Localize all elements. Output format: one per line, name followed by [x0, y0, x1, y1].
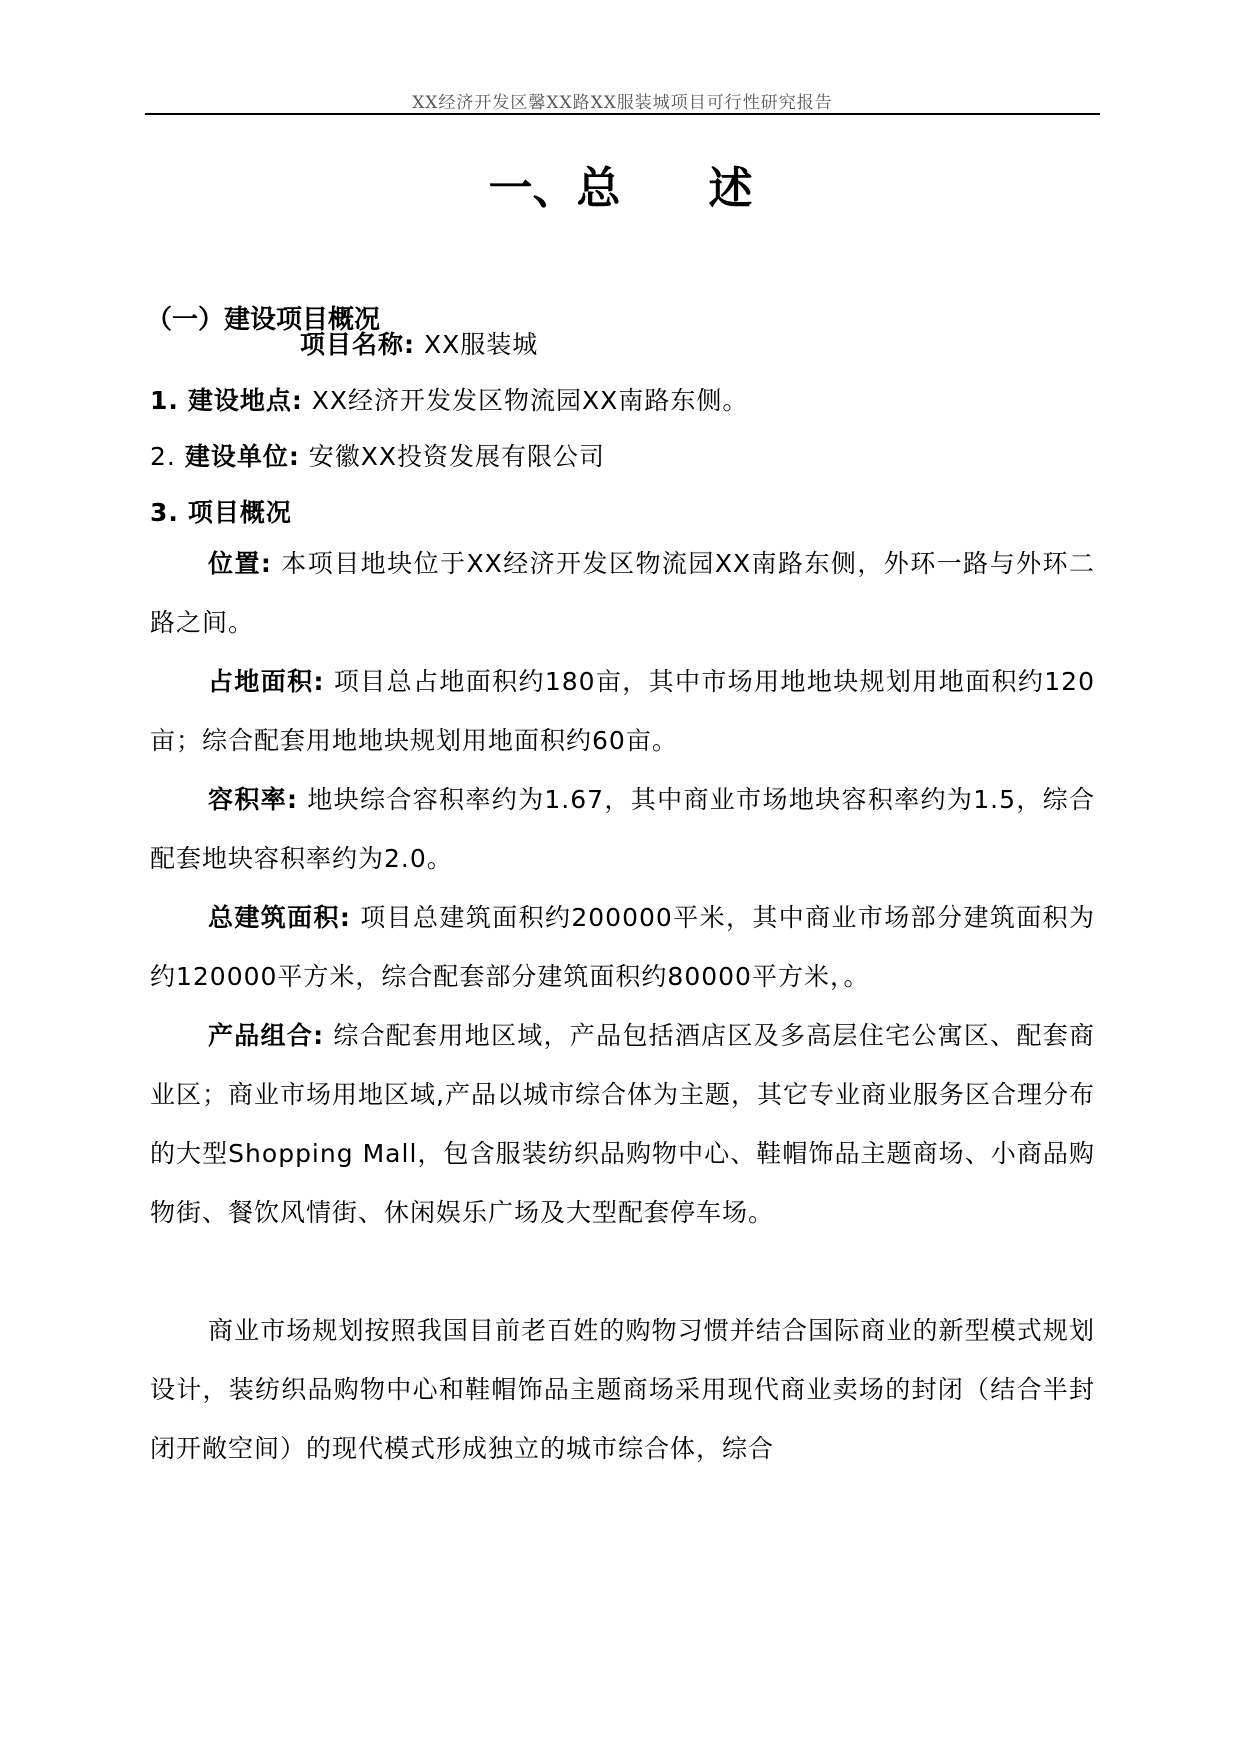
- item-3-number: 3.: [150, 498, 179, 527]
- paragraph-land-area-text: 项目总占地面积约180亩，其中市场用地地块规划用地面积约120亩；综合配套用地地块规划用地面积约60亩。: [150, 667, 1095, 755]
- item-2-label: 建设单位:: [184, 442, 300, 471]
- project-name-value: XX服装城: [415, 330, 539, 359]
- paragraph-floor-area-text: 项目总建筑面积约200000平米，其中商业市场部分建筑面积为约120000平方米，综合配套部分建筑面积约80000平方米，。: [150, 903, 1095, 991]
- paragraph-market-planning: [150, 1301, 1095, 1478]
- item-2-value: 安徽XX投资发展有限公司: [299, 442, 606, 471]
- paragraph-floor-area: [150, 888, 1095, 1006]
- project-name-line: [300, 325, 538, 361]
- project-name-label: 项目名称:: [300, 330, 415, 359]
- chapter-title: 一、总 述: [488, 163, 753, 214]
- item-2-number: 2.: [150, 442, 176, 471]
- paragraph-land-area: [150, 652, 1095, 770]
- paragraph-product-mix-label: 产品组合:: [208, 1021, 325, 1050]
- item-3-label: 项目概况: [187, 498, 292, 527]
- paragraph-floor-area-label: 总建筑面积:: [208, 903, 351, 932]
- paragraph-land-area-label: 占地面积:: [208, 667, 325, 696]
- paragraph-location-label: 位置:: [208, 549, 272, 578]
- paragraph-product-mix-text: 综合配套用地区域，产品包括酒店区及多高层住宅公寓区、配套商业区；商业市场用地区域,产品以城市综合体为主题，其它专业商业服务区合理分布的大型Shopping Mall，包含服装纺织品购物中心、鞋帽饰品主题商场、小商品购物街、餐饮风情街、休闲娱乐广场及大型配套停车场。: [150, 1021, 1096, 1227]
- item-3-line: [150, 493, 292, 529]
- item-1-value: XX经济开发发区物流园XX南路东侧。: [302, 386, 749, 415]
- section-heading: （一）建设项目概况: [146, 305, 381, 335]
- paragraph-location-text: 本项目地块位于XX经济开发区物流园XX南路东侧，外环一路与外环二路之间。: [150, 549, 1095, 637]
- paragraph-plot-ratio-text: 地块综合容积率约为1.67，其中商业市场地块容积率约为1.5，综合配套地块容积率约为2.0。: [150, 785, 1095, 873]
- item-1-line: [150, 381, 748, 417]
- paragraph-location: [150, 534, 1095, 652]
- paragraph-plot-ratio-label: 容积率:: [208, 785, 299, 814]
- item-2-line: [150, 437, 605, 473]
- paragraph-plot-ratio: [150, 770, 1095, 888]
- paragraph-product-mix: [150, 1006, 1095, 1242]
- item-1-label: 建设地点:: [187, 386, 303, 415]
- item-1-number: 1.: [150, 386, 179, 415]
- running-header-title: XX经济开发区馨XX路XX服装城项目可行性研究报告: [412, 93, 833, 113]
- paragraph-market-planning-text: 商业市场规划按照我国目前老百姓的购物习惯并结合国际商业的新型模式规划设计，装纺织品购物中心和鞋帽饰品主题商场采用现代商业卖场的封闭（结合半封闭开敞空间）的现代模式形成独立的城市综合体，综合: [150, 1316, 1095, 1463]
- header-divider: [145, 113, 1100, 115]
